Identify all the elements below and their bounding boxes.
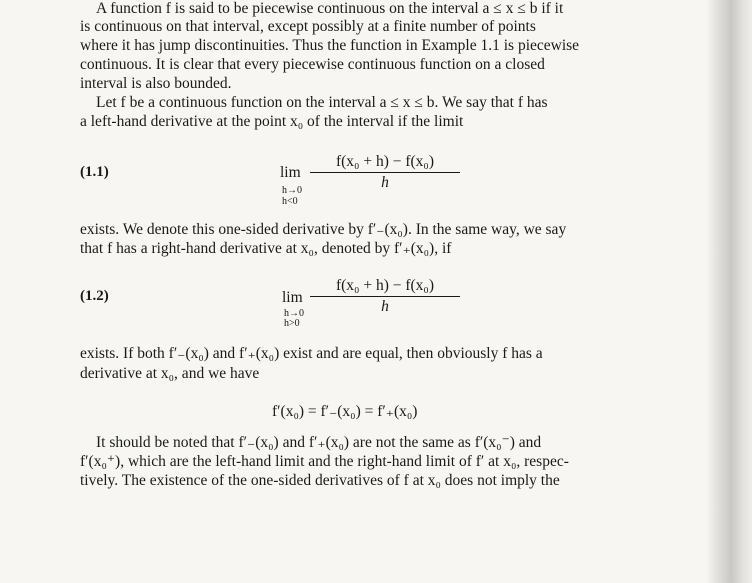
equation-1-2-lim-sub-2: h>0 [284, 318, 300, 329]
equation-1-1-fraction [310, 152, 460, 193]
equation-1-2-lim-sub-1: h→0 [284, 308, 304, 319]
paragraph-3-line-2: that f has a right-hand derivative at x₀, denoted by f′₊(x₀), if [80, 240, 452, 257]
page-edge-shadow [706, 0, 752, 583]
paragraph-5-line-3: tively. The existence of the one-sided derivatives of f at x₀ does not imply the [80, 472, 560, 489]
paragraph-1-line-2: is continuous on that interval, except possibly at a finite number of points [80, 18, 536, 35]
paragraph-1-line-1: A function f is said to be piecewise continuous on the interval a ≤ x ≤ b if it [96, 0, 564, 17]
paragraph-5-line-1: It should be noted that f′₋(x₀) and f′₊(x₀) are not the same as f′(x₀⁻) and [96, 434, 542, 451]
equation-1-2-denominator: h [381, 298, 389, 315]
equation-1-2-label: (1.2) [80, 288, 109, 304]
equation-1-2-lim: lim [282, 289, 303, 306]
paragraph-1-line-5: interval is also bounded. [80, 75, 232, 92]
paragraph-2-line-2: a left-hand derivative at the point x₀ of the interval if the limit [80, 113, 464, 130]
paragraph-4-line-1: exists. If both f′₋(x₀) and f′₊(x₀) exist and are equal, then obviously f has a [80, 345, 543, 362]
paragraph-1-line-3: where it has jump discontinuities. Thus the function in Example 1.1 is piecewise [80, 37, 580, 54]
paragraph-4-line-2: derivative at x₀, and we have [80, 365, 260, 382]
equation-1-1-label: (1.1) [80, 164, 109, 180]
paragraph-5-line-2: f′(x₀⁺), which are the left-hand limit and the right-hand limit of f′ at x₀, respec- [80, 453, 569, 470]
equation-1-1-denominator: h [381, 174, 389, 191]
equation-1-2-fraction [310, 276, 460, 317]
equation-1-1-lim-sub-1: h→0 [282, 185, 302, 196]
equation-1-1-lim-sub-2: h<0 [282, 196, 298, 207]
paragraph-2-line-1: Let f be a continuous function on the interval a ≤ x ≤ b. We say that f has [96, 94, 548, 111]
paragraph-1-line-4: continuous. It is clear that every piecewise continuous function on a closed [80, 56, 545, 73]
equation-derivative-equality: f′(x₀) = f′₋(x₀) = f′₊(x₀) [272, 403, 418, 420]
equation-1-1-numerator: f(x₀ + h) − f(x₀) [310, 152, 460, 173]
paragraph-3-line-1: exists. We denote this one-sided derivative by f′₋(x₀). In the same way, we say [80, 221, 567, 238]
equation-1-1-lim: lim [280, 164, 301, 181]
equation-1-2-numerator: f(x₀ + h) − f(x₀) [310, 276, 460, 297]
